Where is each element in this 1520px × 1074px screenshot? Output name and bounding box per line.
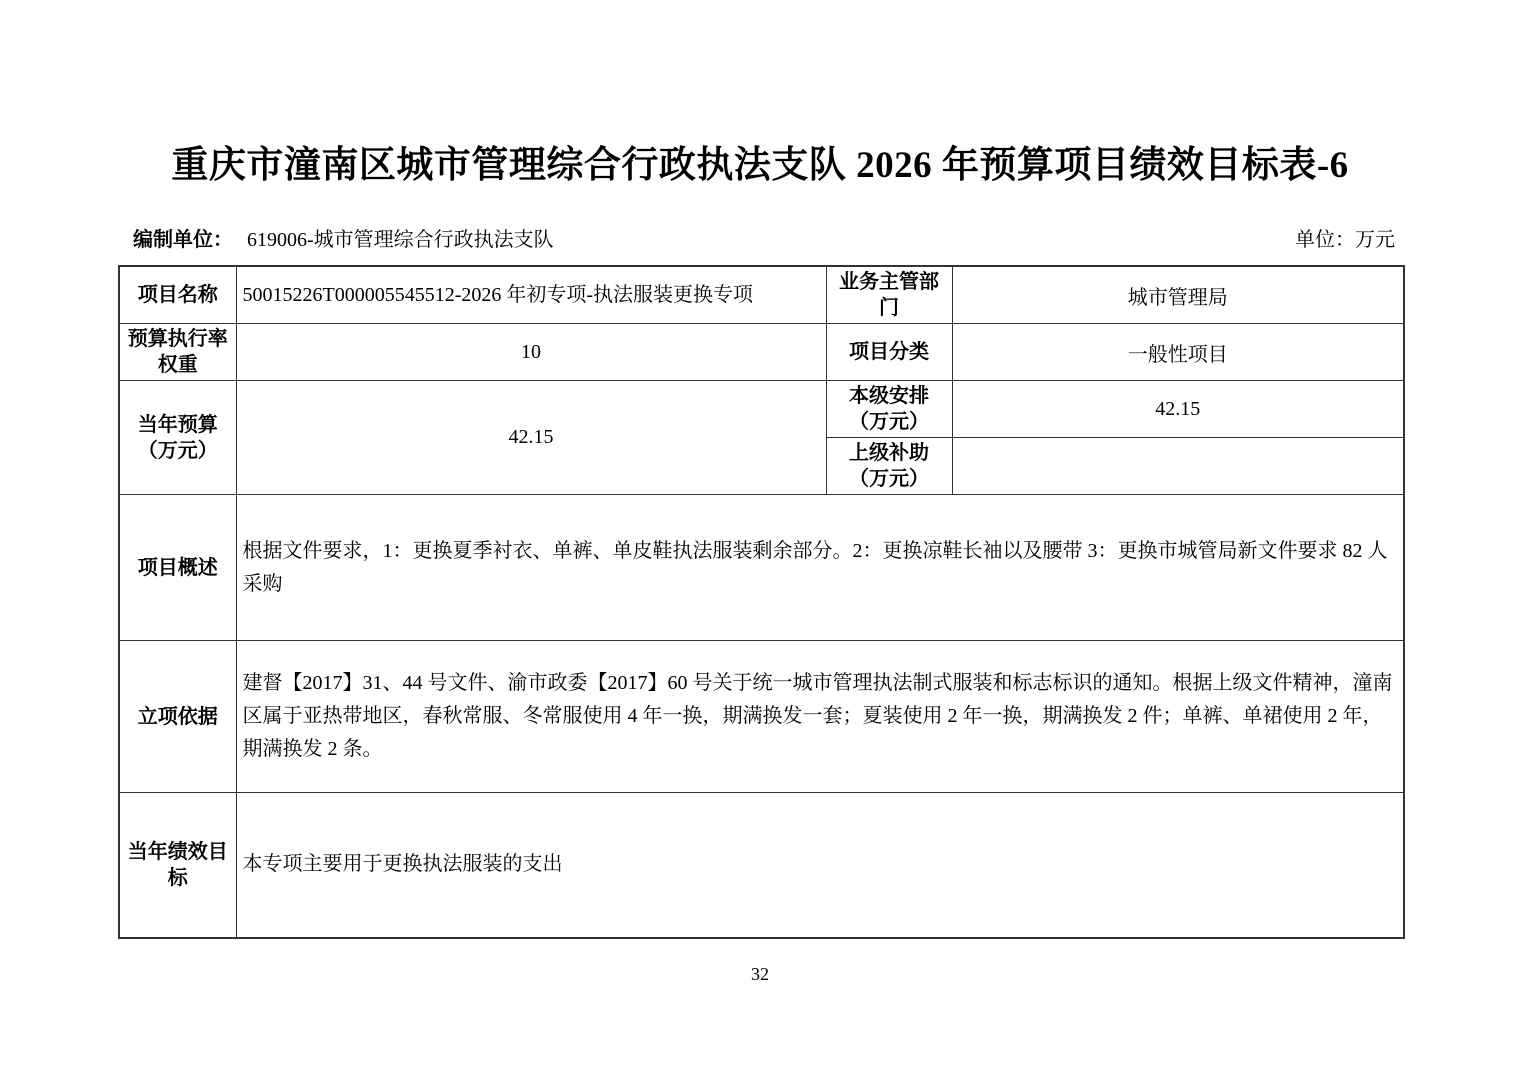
- exec-rate-weight-label: 预算执行率权重: [119, 324, 236, 381]
- page-title: 重庆市潼南区城市管理综合行政执法支队 2026 年预算项目绩效目标表-6: [171, 145, 1349, 186]
- annual-budget-label: 当年预算（万元）: [119, 381, 236, 495]
- table-row: [119, 495, 1404, 641]
- annual-goal-value: 本专项主要用于更换执法服装的支出: [236, 793, 1404, 938]
- overview-value: 根据文件要求，1：更换夏季衬衣、单裤、单皮鞋执法服装剩余部分。2：更换凉鞋长袖以及腰带 3：更换市城管局新文件要求 82 人采购: [236, 495, 1404, 641]
- project-name-value: 50015226T000005545512-2026 年初专项-执法服装更换专项: [236, 266, 826, 324]
- meta-row: [133, 228, 1395, 252]
- basis-value: 建督【2017】31、44 号文件、渝市政委【2017】60 号关于统一城市管理执法制式服装和标志标识的通知。根据上级文件精神，潼南区属于亚热带地区，春秋常服、冬常服使用 4 年一换，期满换发一套；夏装使用 2 年一换，期满换发 2 件；单裤、单裙使用 2 年，期满换发 2 条。: [236, 641, 1404, 793]
- table-row: [119, 266, 1404, 324]
- currency-unit-note: 单位：万元: [1295, 229, 1395, 251]
- table-row: [119, 641, 1404, 793]
- prepared-by-label: 编制单位：: [133, 229, 233, 251]
- table-row: [119, 324, 1404, 381]
- prepared-by-value: 619006-城市管理综合行政执法支队: [247, 229, 554, 251]
- page-number: 32: [751, 964, 769, 984]
- project-name-label: 项目名称: [119, 266, 236, 324]
- budget-target-table: [118, 265, 1405, 939]
- dept-label: 业务主管部门: [826, 266, 952, 324]
- basis-label: 立项依据: [119, 641, 236, 793]
- annual-goal-label: 当年绩效目标: [119, 793, 236, 938]
- table-row: [119, 381, 1404, 438]
- table-row: [119, 793, 1404, 938]
- annual-budget-value: 42.15: [236, 381, 826, 495]
- exec-rate-weight-value: 10: [236, 324, 826, 381]
- category-label: 项目分类: [826, 324, 952, 381]
- overview-label: 项目概述: [119, 495, 236, 641]
- category-value: 一般性项目: [952, 324, 1404, 381]
- superior-subsidy-value: [952, 438, 1404, 495]
- local-arrangement-label: 本级安排（万元）: [826, 381, 952, 438]
- superior-subsidy-label: 上级补助（万元）: [826, 438, 952, 495]
- dept-value: 城市管理局: [952, 266, 1404, 324]
- local-arrangement-value: 42.15: [952, 381, 1404, 438]
